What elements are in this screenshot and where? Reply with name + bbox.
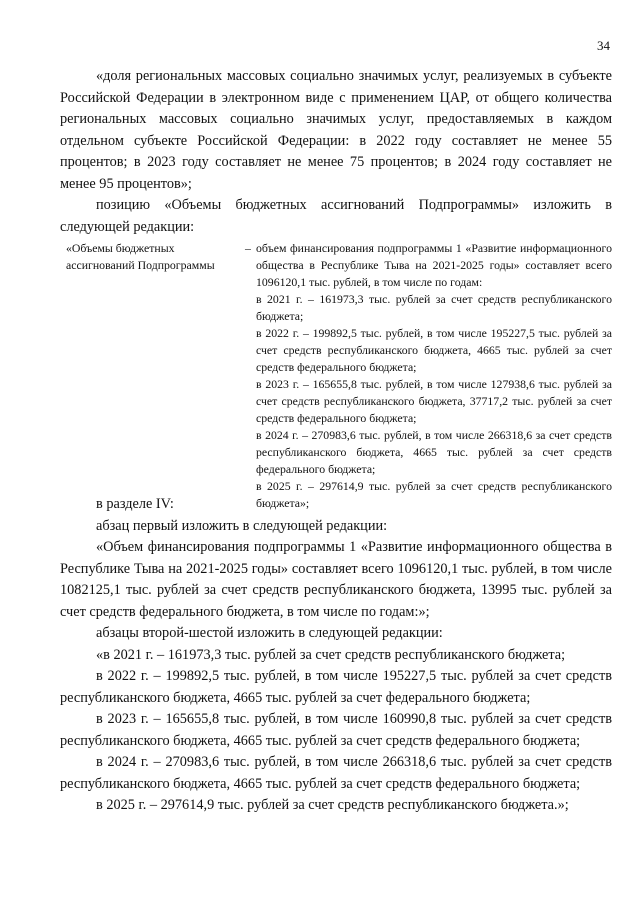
paragraph: в разделе IV: <box>96 496 174 512</box>
budget-table <box>60 240 612 512</box>
paragraph: «доля региональных массовых социально значимых услуг, реализуемых в субъекте Российской Федерации в электронном виде с применением ЦАР, от общего количества региональных массовых социально значимых услуг, предоставляемых в каждом отдельном субъекте Российской Федерации: в 2022 году составляет не менее 55 процентов; в 2023 году составляет не менее 75 процентов; в 2024 году составляет не менее 95 процентов»; <box>60 68 612 192</box>
table-item: в 2024 г. – 270983,6 тыс. рублей, в том числе 266318,6 за счет средств республиканского бюджета, 4665 тыс. рублей за счет средств федерального бюджета; <box>256 428 612 476</box>
table-item: в 2022 г. – 199892,5 тыс. рублей, в том числе 195227,5 тыс. рублей за счет средств республиканского бюджета, 4665 тыс. рублей за счет средств федерального бюджета; <box>256 326 612 374</box>
table-item: в 2021 г. – 161973,3 тыс. рублей за счет средств республиканского бюджета; <box>256 292 612 323</box>
table-left-label: «Объемы бюджетных ассигнований Подпрограммы <box>66 241 215 272</box>
paragraph: в 2023 г. – 165655,8 тыс. рублей, в том числе 160990,8 тыс. рублей за счет средств республиканского бюджета, 4665 тыс. рублей за счет средств федерального бюджета; <box>60 711 612 749</box>
paragraph: «в 2021 г. – 161973,3 тыс. рублей за счет средств республиканского бюджета; <box>96 646 566 663</box>
paragraph: абзацы второй-шестой изложить в следующей редакции: <box>96 625 443 641</box>
paragraph: «Объем финансирования подпрограммы 1 «Развитие информационного общества в Республике Тыва на 2021-2025 годы» составляет всего 1096120,1 тыс. рублей, в том числе 1082125,1 тыс. рублей за счет средств республиканского бюджета, 13995 тыс. рублей за счет средств федерального бюджета, в том числе по годам:»; <box>60 539 612 620</box>
table-item: в 2023 г. – 165655,8 тыс. рублей, в том числе 127938,6 тыс. рублей за счет средств республиканского бюджета, 37717,2 тыс. рублей за счет средств федерального бюджета; <box>256 377 612 425</box>
intro-block <box>60 66 612 238</box>
paragraph: позицию «Объемы бюджетных ассигнований Подпрограммы» изложить в следующей редакции: <box>60 197 612 235</box>
table-item: объем финансирования подпрограммы 1 «Развитие информационного общества в Республике Тыва на 2021-2025 годы» составляет всего 1096120,1 тыс. рублей, в том числе по годам: <box>256 241 612 289</box>
page-number: 34 <box>597 38 610 53</box>
table-item: в 2025 г. – 297614,9 тыс. рублей за счет средств республиканского бюджета»; <box>256 479 612 510</box>
table-dash: – <box>245 241 251 255</box>
paragraph: в 2022 г. – 199892,5 тыс. рублей, в том числе 195227,5 тыс. рублей за счет средств республиканского бюджета, 4665 тыс. рублей за счет федерального бюджета; <box>60 668 612 706</box>
table-right-column <box>256 240 612 512</box>
section-block <box>60 494 612 817</box>
paragraph: в 2025 г. – 297614,9 тыс. рублей за счет средств республиканского бюджета.»; <box>96 797 569 813</box>
paragraph: абзац первый изложить в следующей редакции: <box>96 517 388 534</box>
paragraph: в 2024 г. – 270983,6 тыс. рублей, в том числе 266318,6 тыс. рублей за счет средств республиканского бюджета, 4665 тыс. рублей за счет средств федерального бюджета; <box>60 754 612 792</box>
